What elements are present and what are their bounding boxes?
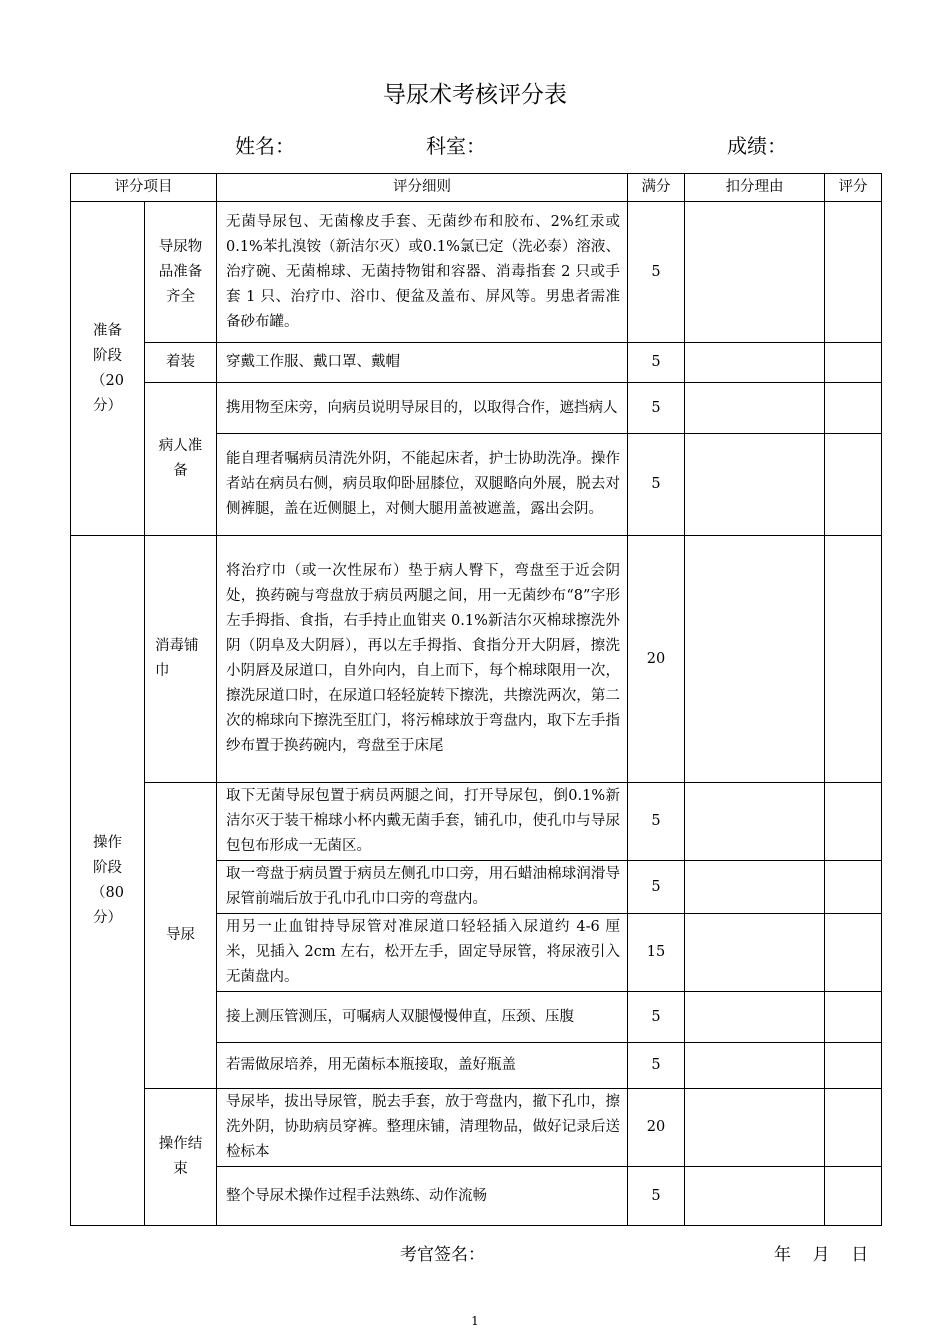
score-cell[interactable] <box>825 861 882 914</box>
deduct-reason-cell[interactable] <box>685 914 825 992</box>
sub-item: 导尿物品准备齐全 <box>145 202 217 343</box>
full-score: 15 <box>628 914 685 992</box>
full-score: 5 <box>628 202 685 343</box>
score-cell[interactable] <box>825 1089 882 1167</box>
score-cell[interactable] <box>825 992 882 1043</box>
full-score: 5 <box>628 992 685 1043</box>
score-cell[interactable] <box>825 383 882 434</box>
name-label: 姓名： <box>235 134 295 158</box>
detail-cell: 能自理者嘱病员清洗外阴，不能起床者，护士协助洗净。操作者站在病员右侧，病员取仰卧屈膝位，双腿略向外展，脱去对侧裤腿，盖在近侧腿上，对侧大腿用盖被遮盖，露出会阴。 <box>217 434 628 536</box>
score-cell[interactable] <box>825 343 882 383</box>
date-label: 年 月 日 <box>774 1245 869 1265</box>
score-cell[interactable] <box>825 434 882 536</box>
detail-cell: 取下无菌导尿包置于病员两腿之间，打开导尿包，倒0.1%新洁尔灭于装干棉球小杯内戴无菌手套，铺孔巾，使孔巾与导尿包包布形成一无菌区。 <box>217 783 628 861</box>
table-header-row <box>71 174 882 202</box>
page-title: 导尿术考核评分表 <box>383 82 567 108</box>
full-score: 5 <box>628 783 685 861</box>
detail-cell: 若需做尿培养，用无菌标本瓶接取，盖好瓶盖 <box>217 1043 628 1089</box>
header-reason: 扣分理由 <box>685 174 825 202</box>
detail-cell: 接上测压管测压，可嘱病人双腿慢慢伸直，压颈、压腹 <box>217 992 628 1043</box>
deduct-reason-cell[interactable] <box>685 861 825 914</box>
sub-item: 导尿 <box>145 783 217 1089</box>
dept-label: 科室： <box>426 134 486 158</box>
header-detail: 评分细则 <box>217 174 628 202</box>
detail-cell: 用另一止血钳持导尿管对准尿道口轻轻插入尿道约 4-6 厘米，见插入 2cm 左右，松开左手，固定导尿管，将尿液引入无菌盘内。 <box>217 914 628 992</box>
full-score: 5 <box>628 434 685 536</box>
header-full: 满分 <box>628 174 685 202</box>
deduct-reason-cell[interactable] <box>685 992 825 1043</box>
table-row <box>71 343 882 383</box>
score-cell[interactable] <box>825 1167 882 1226</box>
detail-cell: 无菌导尿包、无菌橡皮手套、无菌纱布和胶布、2%红汞或0.1%苯扎溴铵（新洁尔灭）或0.1%氯已定（洗必泰）溶液、治疗碗、无菌棉球、无菌持物钳和容器、消毒指套 2 只或手套 1 只、治疗巾、浴巾、便盆及盖布、屏风等。男患者需准备砂布罐。 <box>217 202 628 343</box>
score-table <box>70 173 882 1226</box>
full-score: 5 <box>628 1043 685 1089</box>
deduct-reason-cell[interactable] <box>685 434 825 536</box>
header-score: 评分 <box>825 174 882 202</box>
detail-cell: 整个导尿术操作过程手法熟练、动作流畅 <box>217 1167 628 1226</box>
score-cell[interactable] <box>825 536 882 783</box>
sub-item: 操作结束 <box>145 1089 217 1226</box>
score-cell[interactable] <box>825 1043 882 1089</box>
examiner-signature-label: 考官签名： <box>400 1245 485 1265</box>
deduct-reason-cell[interactable] <box>685 536 825 783</box>
full-score: 5 <box>628 861 685 914</box>
sub-item: 病人准备 <box>145 383 217 536</box>
table-row <box>71 1089 882 1167</box>
deduct-reason-cell[interactable] <box>685 343 825 383</box>
stage-operation: 操作阶段（80分） <box>71 536 145 1226</box>
page-number: 1 <box>471 1314 479 1328</box>
detail-cell: 携用物至床旁，向病员说明导尿目的，以取得合作，遮挡病人 <box>217 383 628 434</box>
deduct-reason-cell[interactable] <box>685 783 825 861</box>
deduct-reason-cell[interactable] <box>685 202 825 343</box>
full-score: 5 <box>628 343 685 383</box>
table-row <box>71 202 882 343</box>
score-cell[interactable] <box>825 783 882 861</box>
header-item: 评分项目 <box>71 174 217 202</box>
sub-item: 消毒铺巾 <box>145 536 217 783</box>
stage-prep: 准备阶段（20分） <box>71 202 145 536</box>
full-score: 5 <box>628 383 685 434</box>
deduct-reason-cell[interactable] <box>685 1089 825 1167</box>
table-row <box>71 536 882 783</box>
deduct-reason-cell[interactable] <box>685 1043 825 1089</box>
full-score: 5 <box>628 1167 685 1226</box>
table-row <box>71 383 882 434</box>
table-row <box>71 783 882 861</box>
score-label: 成绩： <box>727 134 787 158</box>
detail-cell: 取一弯盘于病员置于病员左侧孔巾口旁，用石蜡油棉球润滑导尿管前端后放于孔巾孔巾口旁的弯盘内。 <box>217 861 628 914</box>
full-score: 20 <box>628 536 685 783</box>
score-cell[interactable] <box>825 914 882 992</box>
sub-item: 着装 <box>145 343 217 383</box>
full-score: 20 <box>628 1089 685 1167</box>
deduct-reason-cell[interactable] <box>685 383 825 434</box>
deduct-reason-cell[interactable] <box>685 1167 825 1226</box>
detail-cell: 穿戴工作服、戴口罩、戴帽 <box>217 343 628 383</box>
detail-cell: 导尿毕，拔出导尿管，脱去手套，放于弯盘内，撤下孔巾，擦洗外阴，协助病员穿裤。整理床铺，清理物品，做好记录后送检标本 <box>217 1089 628 1167</box>
detail-cell: 将治疗巾（或一次性尿布）垫于病人臀下，弯盘至于近会阴处，换药碗与弯盘放于病员两腿之间，用一无菌纱布“8”字形左手拇指、食指，右手持止血钳夹 0.1%新洁尔灭棉球擦洗外阴（阴阜及大阴唇），再以左手拇指、食指分开大阴唇，擦洗小阴唇及尿道口，自外向内，自上而下，每个棉球限用一次，擦洗尿道口时，在尿道口轻轻旋转下擦洗，共擦洗两次，第二次的棉球向下擦洗至肛门，将污棉球放于弯盘内，取下左手指纱布置于换药碗内，弯盘至于床尾 <box>217 536 628 783</box>
score-cell[interactable] <box>825 202 882 343</box>
